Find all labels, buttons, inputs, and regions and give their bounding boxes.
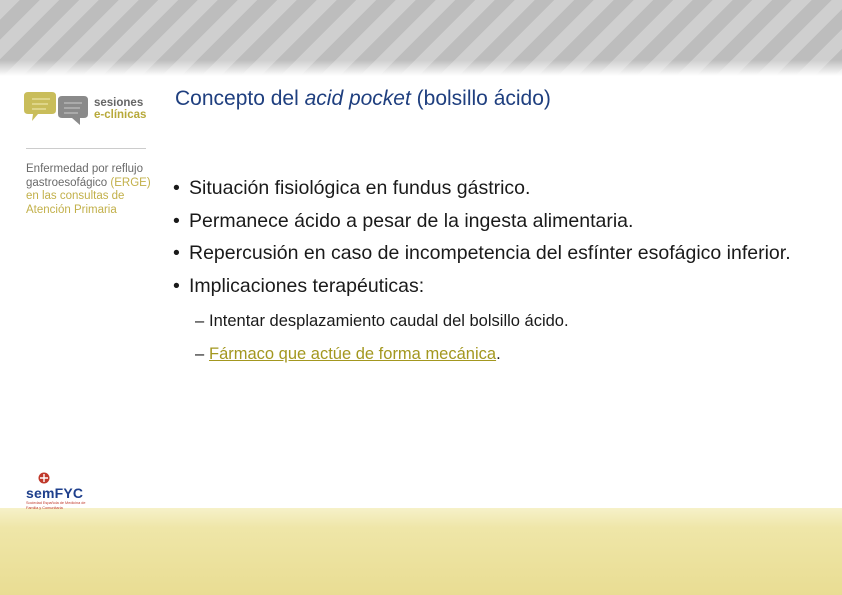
logo-line-2: e-clínicas <box>94 109 147 121</box>
title-suffix: (bolsillo ácido) <box>410 87 551 110</box>
sub-bullet-tail: . <box>496 345 501 363</box>
mechanical-drug-link[interactable]: Fármaco que actúe de forma mecánica <box>209 345 497 363</box>
title-prefix: Concepto del <box>175 87 305 110</box>
bullet-text: Situación fisiológica en fundus gástrico. <box>189 177 531 199</box>
sesiones-logo <box>22 90 152 128</box>
sub-bullet-marker: – <box>195 345 205 363</box>
sub-bullet-marker: – <box>195 312 205 330</box>
left-divider <box>26 148 146 149</box>
semfyc-emblem-icon <box>34 472 54 484</box>
sub-bullet-text: Intentar desplazamiento caudal del bolsillo ácido. <box>209 312 569 330</box>
bullet-item <box>173 274 793 300</box>
slide-content <box>173 176 793 374</box>
bullet-marker: • <box>173 209 180 232</box>
subtitle-line-4: Atención Primaria <box>26 203 117 216</box>
subtitle-line-1: Enfermedad por reflujo <box>26 163 143 175</box>
bullet-text: Permanece ácido a pesar de la ingesta alimentaria. <box>189 209 634 232</box>
title-italic: acid pocket <box>304 87 411 110</box>
subtitle-line-3: en las consultas de <box>26 190 125 202</box>
bullet-marker: • <box>173 177 180 199</box>
bullet-text: Implicaciones terapéuticas: <box>189 274 425 297</box>
bullet-item <box>173 176 793 202</box>
subtitle-acronym: (ERGE) <box>110 176 151 189</box>
sub-bullet-item <box>173 311 793 332</box>
subtitle-line-2 <box>26 177 156 191</box>
top-band-fade <box>0 60 842 76</box>
logo-line-1: sesiones <box>94 97 144 109</box>
speech-bubbles-icon <box>22 90 90 128</box>
slide-title <box>175 86 815 112</box>
session-subtitle <box>26 163 156 217</box>
semfyc-logo <box>26 472 106 510</box>
bullet-marker: • <box>173 274 180 297</box>
bullet-marker: • <box>173 242 180 264</box>
semfyc-subtext: Sociedad Española de Medicina de Familia y Comunitaria <box>26 501 86 510</box>
sub-bullet-item <box>173 344 793 365</box>
semfyc-name: semFYC <box>26 485 84 501</box>
subtitle-line-2-text: gastroesofágico <box>26 176 108 189</box>
bullet-item <box>173 209 793 235</box>
bullet-text: Repercusión en caso de incompetencia del esfínter esofágico inferior. <box>189 242 791 264</box>
bottom-decorative-band <box>0 508 842 595</box>
bullet-item <box>173 241 793 267</box>
